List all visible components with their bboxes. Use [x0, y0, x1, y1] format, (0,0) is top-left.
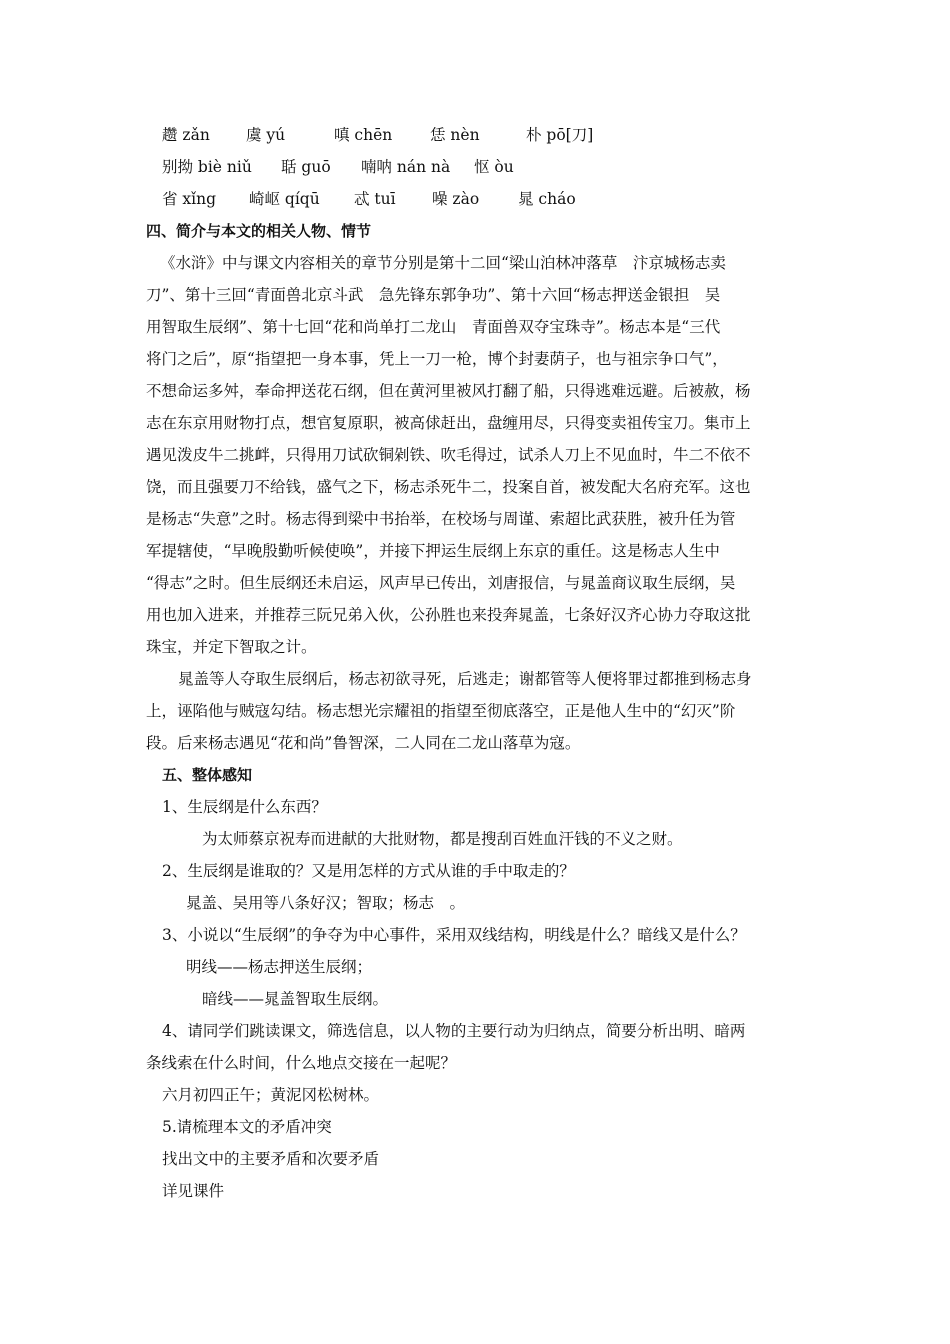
text-line: 志在东京用财物打点，想官复原职，被高俅赶出，盘缠用尽，只得变卖祖传宝刀。集市上: [146, 414, 751, 432]
vocab-item: 晁 cháo: [518, 190, 576, 208]
text-line: 饶，而且强要刀不给钱，盛气之下，杨志杀死牛二，投案自首，被发配大名府充军。这也: [146, 478, 751, 496]
text-line: 将门之后”，原“指望把一身本事，凭上一刀一枪，博个封妻荫子，也与祖宗争口气”，: [146, 350, 728, 368]
question-5-answer: 详见课件: [162, 1182, 225, 1200]
text-line: 段。后来杨志遇见“花和尚”鲁智深，二人同在二龙山落草为寇。: [146, 734, 581, 752]
vocab-item: 朴 pō[刀]: [526, 126, 594, 144]
vocab-item: 嗔 chēn: [334, 126, 393, 144]
question-2: 2、生辰纲是谁取的？又是用怎样的方式从谁的手中取走的？: [162, 862, 575, 880]
vocab-item: 怄 òu: [474, 158, 514, 176]
vocab-item: 趱 zǎn: [162, 126, 210, 144]
vocab-item: 恁 nèn: [430, 126, 480, 144]
text-line: 上，诬陷他与贼寇勾结。杨志想光宗耀祖的指望至彻底落空，正是他人生中的“幻灭”阶: [146, 702, 736, 720]
answer-4: 六月初四正午；黄泥冈松树林。: [162, 1086, 380, 1104]
section-4-heading: 四、简介与本文的相关人物、情节: [146, 222, 372, 240]
question-5-sub: 找出文中的主要矛盾和次要矛盾: [162, 1150, 380, 1168]
text-line: 晁盖等人夺取生辰纲后，杨志初欲寻死，后逃走；谢都管等人便将罪过都推到杨志身: [178, 670, 752, 688]
vocab-item: 省 xǐng: [162, 190, 217, 208]
answer-3-line-2: 暗线——晁盖智取生辰纲。: [202, 990, 389, 1008]
text-line: 遇见泼皮牛二挑衅，只得用刀试砍铜剁铁、吹毛得过，试杀人刀上不见血时，牛二不依不: [146, 446, 751, 464]
question-5: 5.请梳理本文的矛盾冲突: [162, 1118, 332, 1136]
text-line: 不想命运多舛，奉命押送花石纲，但在黄河里被风打翻了船，只得逃难远避。后被赦，杨: [146, 382, 751, 400]
text-line: 是杨志“失意”之时。杨志得到梁中书抬举，在校场与周谨、索超比武获胜，被升任为管: [146, 510, 736, 528]
vocab-item: 崎岖 qíqū: [249, 190, 320, 208]
vocab-item: 虞 yú: [246, 126, 286, 144]
text-line: 珠宝，并定下智取之计。: [146, 638, 317, 656]
vocab-item: 喃呐 nán nà: [361, 158, 451, 176]
text-line: 刀”、第十三回“青面兽北京斗武 急先锋东郭争功”、第十六回“杨志押送金银担 吴: [146, 286, 721, 304]
answer-2: 晁盖、吴用等八条好汉；智取；杨志 。: [186, 894, 466, 912]
question-4-line-2: 条线索在什么时间，什么地点交接在一起呢？: [146, 1054, 457, 1072]
text-line: 军提辖使，“早晚殷勤听候使唤”，并接下押运生辰纲上东京的重任。这是杨志人生中: [146, 542, 720, 560]
vocab-item: 聒 guō: [281, 158, 331, 176]
vocab-item: 别拗 biè niǔ: [162, 158, 252, 176]
vocab-item: 噪 zào: [432, 190, 480, 208]
text-line: “得志”之时。但生辰纲还未启运，风声早已传出，刘唐报信，与晁盖商议取生辰纲，吴: [146, 574, 736, 592]
vocab-item: 忒 tuī: [354, 190, 396, 208]
text-line: 《水浒》中与课文内容相关的章节分别是第十二回“梁山泊林冲落草 汴京城杨志卖: [160, 254, 726, 272]
section-5-heading: 五、整体感知: [162, 766, 253, 784]
text-line: 用智取生辰纲”、第十七回“花和尚单打二龙山 青面兽双夺宝珠寺”。杨志本是“三代: [146, 318, 721, 336]
question-1: 1、生辰纲是什么东西？: [162, 798, 327, 816]
question-4-line-1: 4、请同学们跳读课文，筛选信息，以人物的主要行动为归纳点，简要分析出明、暗两: [162, 1022, 746, 1040]
question-3: 3、小说以“生辰纲”的争夺为中心事件，采用双线结构，明线是什么？暗线又是什么？: [162, 926, 746, 944]
answer-3-line-1: 明线——杨志押送生辰纲；: [186, 958, 373, 976]
text-line: 用也加入进来，并推荐三阮兄弟入伙，公孙胜也来投奔晁盖，七条好汉齐心协力夺取这批: [146, 606, 751, 624]
answer-1: 为太师蔡京祝寿而进献的大批财物，都是搜刮百姓血汗钱的不义之财。: [202, 830, 683, 848]
